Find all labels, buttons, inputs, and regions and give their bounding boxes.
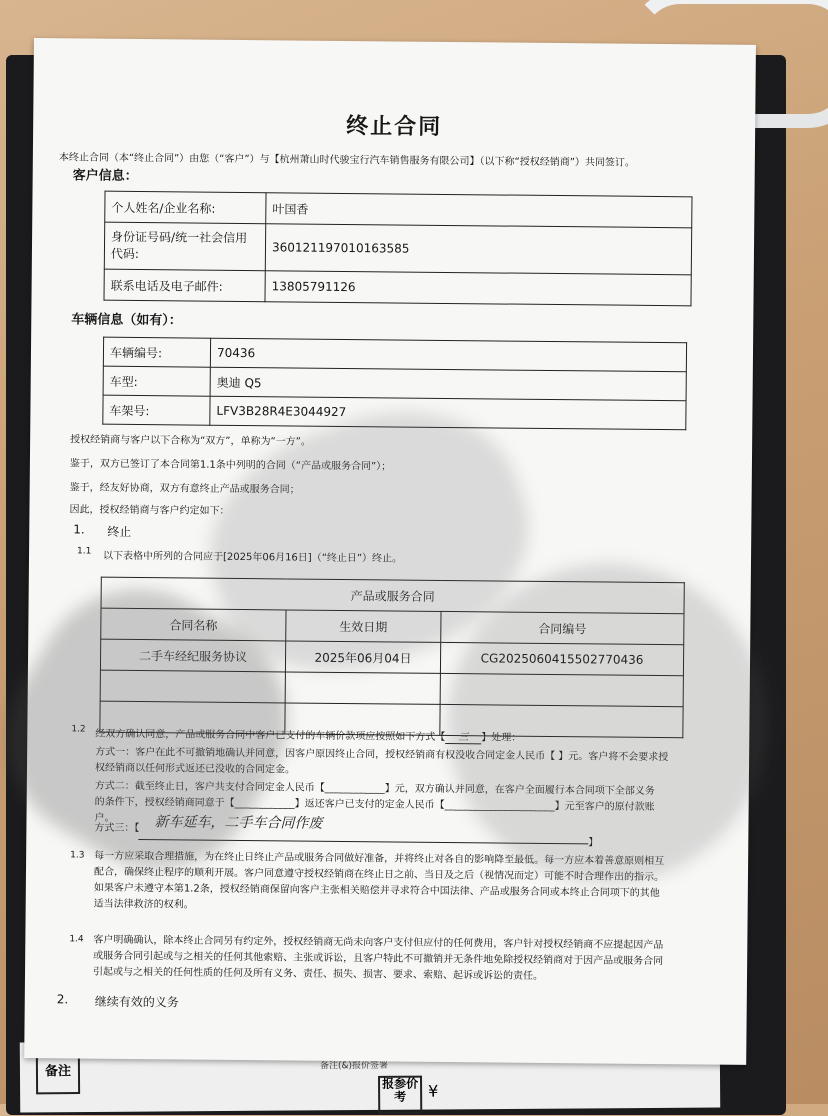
customer-info-table: [103, 191, 692, 307]
clause-1-2-tail: 】处理：: [481, 732, 522, 744]
contract-number-cell: CG2025060415502770436: [440, 642, 683, 675]
clause-1-3-text: [94, 849, 717, 919]
clause-1-3-line: 如果客户未遵守本第1.2条，授权经销商保留向客户主张相关赔偿并寻求符合中国法律、产品或服务合同或本终止合同项下的其他: [93, 882, 660, 900]
method-2-line-3: 户。: [94, 812, 115, 824]
method-2-line-1: 方式二：截至终止日，客户共支付合同定金人民币【____________】元，双方确认并同意，在客户全面履行本合同项下全部义务: [94, 780, 655, 797]
whereas-2: 鉴于，经友好协商，双方有意终止产品或服务合同；: [69, 482, 300, 496]
column-header-contract-number: 合同编号: [441, 611, 684, 644]
parties-definition: 授权经销商与客户以下合称为“双方”，单称为“一方”。: [70, 434, 311, 448]
clause-1-3-line: 配合，确保终止程序的顺利开展。客户同意遵守授权经销商在终止日之前、当日及之后（视情况而定）可能不时合理作出的指示。: [93, 866, 665, 884]
therefore-clause: 因此，授权经销商与客户约定如下：: [69, 504, 230, 517]
section-1-number: 1.: [73, 522, 85, 537]
vehicle-info-heading: 车辆信息（如有）：: [71, 312, 182, 329]
clause-1-4-line: 引起或与之相关的任何性质的任何及所有义务、责任、损失、损害、要求、索赔、起诉或诉讼的责任。: [92, 966, 544, 982]
yen-sign: ¥: [428, 1081, 439, 1101]
column-header-contract-name: 合同名称: [101, 608, 286, 641]
customer-id-value: 360121197010163585: [265, 224, 691, 275]
customer-name-label: 个人姓名/企业名称:: [105, 191, 266, 224]
clause-1-2-text: [95, 725, 521, 745]
empty-cell: [100, 670, 285, 703]
table-row: [104, 269, 691, 306]
section-1-title: 终止: [107, 524, 132, 539]
contract-table: [99, 577, 684, 739]
method-1-line-2: 权经销商以任何形式返还已没收的合同定金。: [94, 762, 296, 776]
clause-1-4-text: [93, 933, 715, 987]
method-2-line-2: 的条件下，授权经销商同意于【____________】返还客户已支付的定金人民币【______________________】元至客户的原付款账: [94, 796, 655, 813]
contract-table-caption: 产品或服务合同: [101, 577, 684, 614]
quote-reference-box: 报参价考: [378, 1076, 422, 1114]
intro-text: 本终止合同（本“终止合同”）由您（“客户”）与【杭州萧山时代骏宝行汽车销售服务有限公司】（以下称“授权经销商”）共同签订。: [58, 152, 635, 169]
document-title: 终止合同: [346, 114, 443, 140]
remarks-note: 备注(&)报价签署: [319, 1060, 389, 1072]
section-2-number: 2.: [56, 992, 69, 1007]
effective-date-cell: 2025年06月04日: [285, 641, 440, 673]
vin-label: 车架号:: [103, 395, 210, 425]
customer-info-heading: 客户信息：: [72, 168, 138, 185]
clause-1-4-line: 或服务合同引起或与之相关的任何其他索赔、主张或诉讼，且客户特此不可撤销并无条件地免除授权经销商对于因产品或服务合同: [93, 950, 664, 968]
vehicle-model-label: 车型:: [103, 366, 210, 396]
vin-value: LFV3B28R4E3044927: [210, 396, 686, 430]
table-row: [103, 395, 686, 430]
customer-phone-label: 联系电话及电子邮件:: [104, 269, 265, 302]
clause-1-4-number: 1.4: [69, 934, 84, 945]
clause-1-1-number: 1.1: [77, 546, 92, 557]
method-3-label: 方式三：【: [94, 822, 140, 835]
customer-id-label: 身份证号码/统一社会信用代码:: [104, 222, 265, 271]
customer-phone-value: 13805791126: [265, 271, 691, 306]
whereas-1: 鉴于，双方已签订了本合同第1.1条中列明的合同（“产品或服务合同”）；: [69, 458, 392, 473]
clause-1-3-number: 1.3: [70, 850, 85, 861]
clause-1-2-number: 1.2: [71, 724, 86, 735]
vehicle-number-value: 70436: [210, 338, 686, 372]
clause-1-2-lead: 经双方确认同意，产品或服务合同中客户已支付的车辆价款项应按照如下方式【: [95, 728, 446, 743]
method-1-line-1: 方式一：客户在此不可撤销地确认并同意，因客户原因终止合同，授权经销商有权没收合同定金人民币【 】元。客户将不会要求授: [95, 746, 669, 764]
termination-contract-page: [24, 38, 756, 1065]
clause-1-3-line: 每一方应采取合理措施，为在终止日终止产品或服务合同做好准备，并将终止对各自的影响降至最低。每一方应本着善意原则相互: [94, 850, 665, 868]
empty-cell: [440, 673, 683, 706]
table-row: [104, 222, 691, 275]
clause-1-3-line: 适当法律救济的权利。: [93, 898, 194, 911]
method-3-underline: [138, 839, 588, 844]
vehicle-info-table: [102, 337, 687, 431]
method-choice-handwritten: 三: [445, 728, 481, 744]
remarks-box: 备注: [36, 1050, 80, 1094]
customer-name-value: 叶国香: [266, 193, 692, 228]
column-header-effective-date: 生效日期: [286, 610, 441, 642]
vehicle-number-label: 车辆编号:: [103, 337, 210, 367]
vehicle-model-value: 奥迪 Q5: [210, 367, 686, 401]
method-3-close-bracket: 】: [588, 837, 599, 849]
section-2-title: 继续有效的义务: [94, 994, 179, 1010]
empty-cell: [285, 672, 440, 704]
clause-1-4-line: 客户明确确认，除本终止合同另有约定外，授权经销商无尚未向客户支付但应付的任何费用，客户针对授权经销商不应提起因产品: [93, 934, 664, 952]
method-3-handwritten-text: 新车延车，二手车合同作废: [154, 814, 323, 832]
clause-1-1-text: 以下表格中所列的合同应于[2025年06月16日]（“终止日”）终止。: [102, 550, 403, 565]
contract-name-cell: 二手车经纪服务协议: [100, 639, 285, 672]
